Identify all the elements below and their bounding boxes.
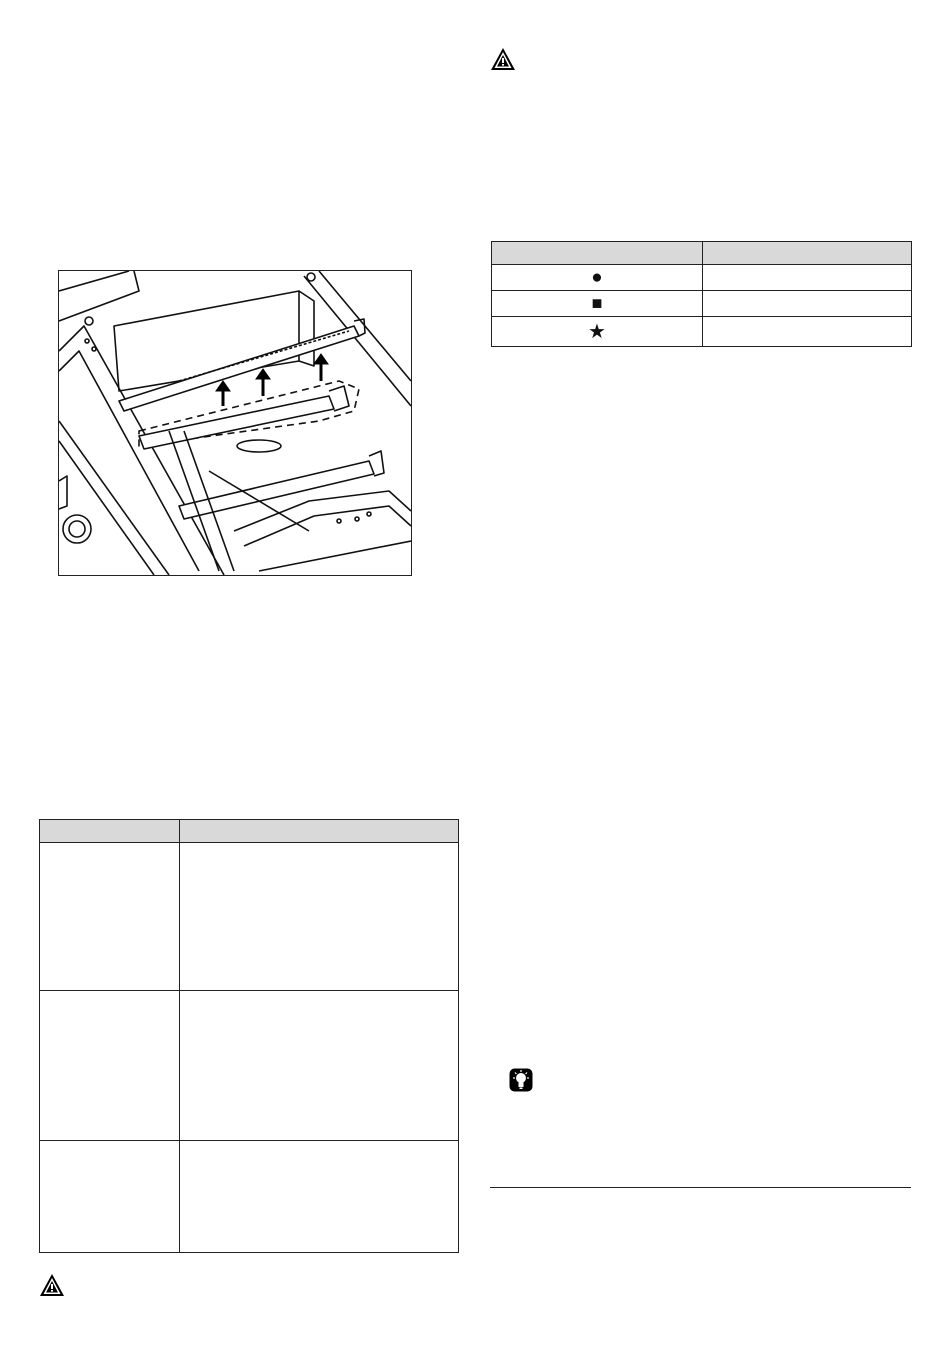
problem-cell [40,991,180,1141]
table-row [492,317,912,347]
troubleshoot-table [39,819,459,1253]
table-row [492,265,912,291]
value-cell [703,265,912,291]
burner-removal-illustration [59,271,411,575]
solution-column-header [180,820,459,843]
symbol-table [491,241,912,347]
warning-triangle-icon [39,1273,65,1297]
value-cell [703,317,912,347]
solution-cell [180,991,459,1141]
symbol-cell [492,265,703,291]
symbol-column-header [492,242,703,265]
problem-cell [40,1141,180,1253]
problem-column-header [40,820,180,843]
circle-icon: ● [591,266,603,288]
value-cell [703,291,912,317]
lightbulb-icon [509,1068,533,1092]
table-row [40,991,459,1141]
table-row [40,1141,459,1253]
table-row [40,843,459,991]
symbol-cell [492,291,703,317]
table-row [492,291,912,317]
table-header-row [492,242,912,265]
solution-cell [180,843,459,991]
section-divider [490,1187,911,1188]
solution-cell [180,1141,459,1253]
problem-cell [40,843,180,991]
symbol-cell [492,317,703,347]
square-icon: ■ [591,293,603,313]
warning-triangle-icon [490,47,516,71]
star-icon: ★ [588,321,606,343]
table-header-row [40,820,459,843]
burner-removal-figure [58,270,412,576]
value-column-header [703,242,912,265]
